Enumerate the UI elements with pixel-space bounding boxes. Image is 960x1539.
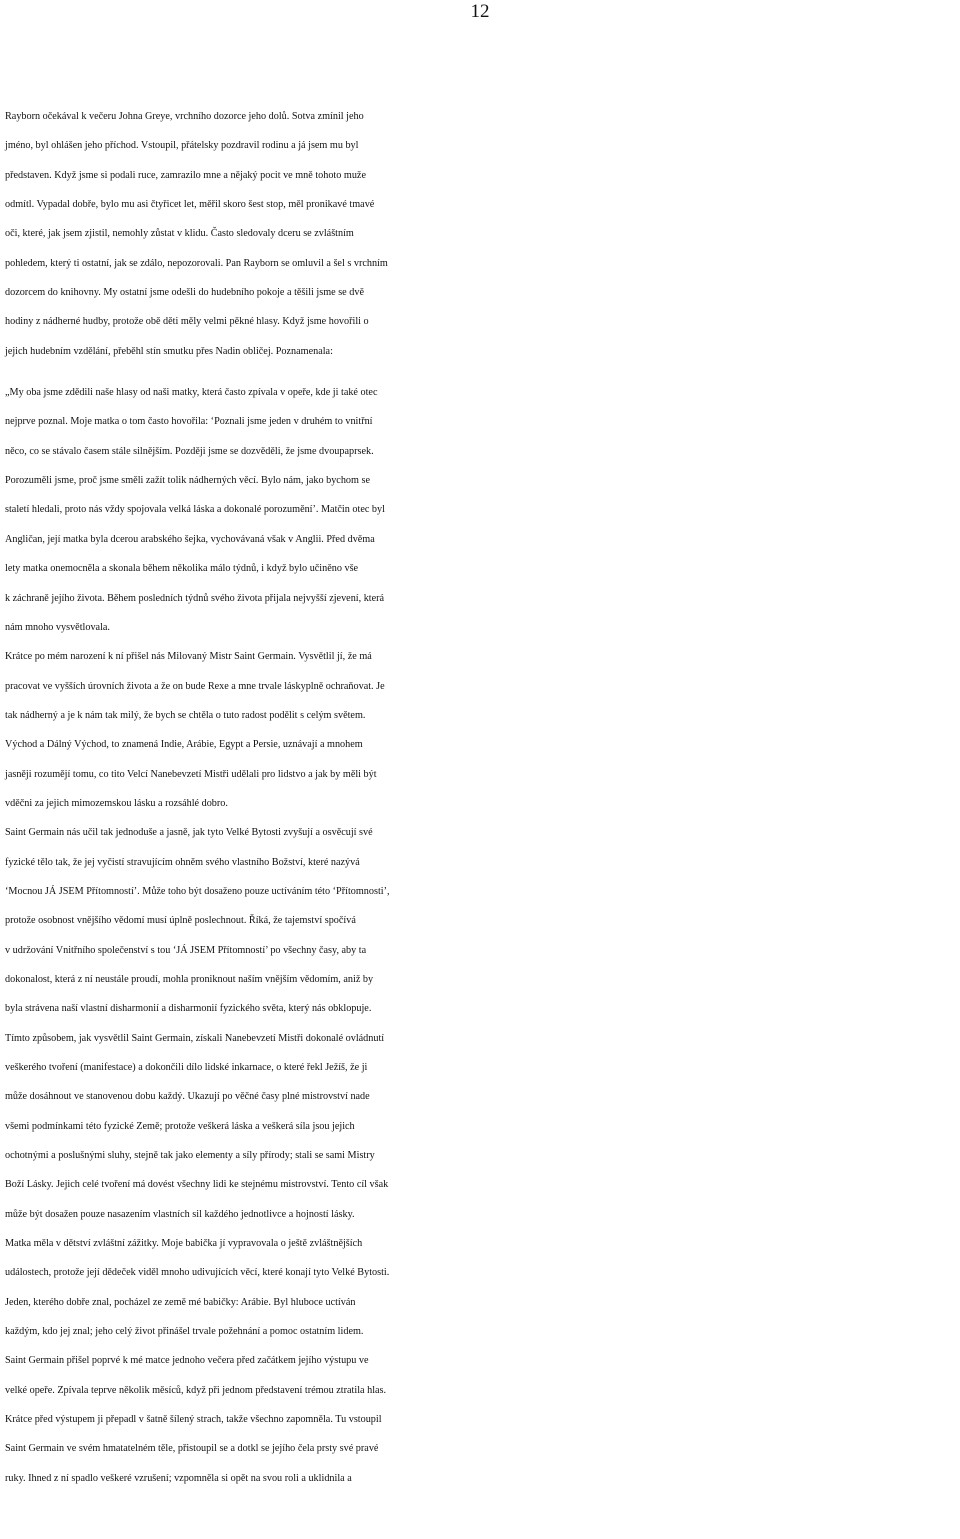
text-line: hodiny z nádherné hudby, protože obě děti měly velmi pěkné hlasy. Když jsme hovořili o (5, 316, 369, 328)
text-line: Porozuměli jsme, proč jsme směli zažít tolik nádherných věcí. Bylo nám, jako bychom se (5, 475, 370, 487)
text-line: v udržování Vnitřního společenství s tou ‘JÁ JSEM Přítomností’ po všechny časy, aby ta (5, 944, 367, 956)
text-line: lety matka onemocněla a skonala během několika málo týdnů, i když bylo učiněno vše (5, 563, 359, 575)
text-line: ochotnými a poslušnými sluhy, stejně tak jako elementy a síly přírody; stali se sami Mistry (5, 1150, 375, 1162)
text-line: může být dosažen pouze nasazením vlastních sil každého jednotlivce a hojností lásky. (5, 1208, 355, 1220)
text-line: Saint Germain přišel poprvé k mé matce jednoho večera před začátkem jejího výstupu ve (5, 1355, 369, 1367)
text-line: staletí hledali, proto nás vždy spojovala velká láska a dokonalé porozumění’. Matčin otec byl (5, 504, 385, 516)
text-line: byla strávena naší vlastní disharmonií a disharmonií fyzického světa, který nás obklopuje. (5, 1003, 372, 1015)
text-line: Boží Lásky. Jejich celé tvoření má dovést všechny lidi ke stejnému mistrovství. Tento cíl však (5, 1179, 389, 1191)
text-line: Východ a Dálný Východ, to znamená Indie, Arábie, Egypt a Persie, uznávají a mnohem (5, 739, 363, 751)
text-line: Krátce po mém narození k ní přišel nás Milovaný Mistr Saint Germain. Vysvětlil jí, že má (5, 651, 372, 663)
text-line: k záchraně jejího života. Během posledních týdnů svého života přijala nejvyšší zjevení, která (5, 592, 385, 604)
text-line: něco, co se stávalo časem stále silnějším. Později jsme se dozvěděli, že jsme dvoupaprsek. (5, 445, 374, 457)
text-line: nejprve poznal. Moje matka o tom často hovořila: ‘Poznali jsme jeden v druhém to vnitřní (5, 416, 373, 428)
text-line: jasněji rozumějí tomu, co tito Velcí Nanebevzetí Mistři udělali pro lidstvo a jak by měli být (5, 768, 377, 780)
text-line: oči, které, jak jsem zjistil, nemohly zůstat v klidu. Často sledovaly dceru se zvláštním (5, 228, 354, 240)
text-line: dozorcem do knihovny. My ostatní jsme odešli do hudebního pokoje a těšili jsme se dvě (5, 287, 364, 299)
text-line: jejich hudebním vzdělání, přeběhl stín smutku přes Nadin obličej. Poznamenala: (5, 345, 333, 357)
body-text (5, 102, 957, 1493)
text-line: událostech, protože její dědeček viděl mnoho udivujících věcí, které konají tyto Velké Bytosti. (5, 1267, 390, 1279)
text-line: Saint Germain ve svém hmatatelném těle, přistoupil se a dotkl se jejího čela prsty své pravé (5, 1443, 379, 1455)
text-line: každým, kdo jej znal; jeho celý život přinášel trvale požehnání a pomoc ostatním lidem. (5, 1326, 364, 1338)
text-line: „My oba jsme zdědili naše hlasy od naši matky, která často zpívala v opeře, kde ji také otec (5, 387, 378, 399)
text-line: Matka měla v dětství zvláštní zážitky. Moje babička jí vypravovala o ještě zvláštnějších (5, 1238, 363, 1250)
text-line: dokonalost, která z ní neustále proudí, mohla proniknout naším vnějším vědomím, aniž by (5, 973, 374, 985)
text-line: představen. Když jsme si podali ruce, zamrazilo mne a nějaký pocit ve mně tohoto muže (5, 169, 366, 181)
text-line: nám mnoho vysvětlovala. (5, 621, 110, 633)
page-number: 12 (470, 1, 490, 22)
text-line: odmítl. Vypadal dobře, bylo mu asi čtyřicet let, měřil skoro šest stop, měl pronikavé tmavé (5, 199, 375, 211)
text-line: Krátce před výstupem ji přepadl v šatně šílený strach, takže všechno zapomněla. Tu vstoupil (5, 1414, 382, 1426)
text-line: ruky. Ihned z ní spadlo veškeré vzrušení; vzpomněla si opět na svou roli a uklidnila a (5, 1472, 352, 1484)
text-line: ‘Mocnou JÁ JSEM Přítomností’. Může toho být dosaženo pouze uctíváním této ‘Přítomnosti’, (5, 885, 390, 897)
text-line: všemi podmínkami této fyzické Země; protože veškerá láska a veškerá síla jsou jejich (5, 1120, 355, 1132)
text-line: tak nádherný a je k nám tak milý, že bych se chtěla o tuto radost podělit s celým světem. (5, 709, 366, 721)
text-line: fyzické tělo tak, že jej vyčistí stravujícím ohněm svého vlastního Božství, které nazývá (5, 856, 360, 868)
text-line: pracovat ve vyšších úrovních života a že on bude Rexe a mne trvale láskyplně ochraňovat. Je (5, 680, 385, 692)
text-line: veškerého tvoření (manifestace) a dokončili dílo lidské inkarnace, o které řekl Ježíš, že ji (5, 1062, 368, 1073)
text-line: jméno, byl ohlášen jeho příchod. Vstoupil, přátelsky pozdravil rodinu a já jsem mu byl (5, 140, 359, 152)
text-line: Jeden, kterého dobře znal, pocházel ze země mé babičky: Arábie. Byl hluboce uctíván (5, 1296, 356, 1308)
text-line: pohledem, který ti ostatní, jak se zdálo, nepozorovali. Pan Rayborn se omluvil a šel s vrchním (5, 257, 388, 269)
text-line: protože osobnost vnějšího vědomí musí úplně poslechnout. Říká, že tajemství spočívá (5, 915, 356, 927)
text-line: může dosáhnout ve stanovenou dobu každý. Ukazují po věčné časy plné mistrovství nade (5, 1091, 370, 1103)
text-line: Saint Germain nás učil tak jednoduše a jasně, jak tyto Velké Bytosti zvyšují a osvěcují své (5, 827, 373, 839)
text-line: velké opeře. Zpívala teprve několik měsíců, když při jednom představení trémou ztratila hlas. (5, 1384, 387, 1396)
text-line: vděčni za jejich mimozemskou lásku a rozsáhlé dobro. (5, 797, 228, 809)
text-line: Tímto způsobem, jak vysvětlil Saint Germain, získali Nanebevzetí Mistři dokonalé ovládnutí (5, 1032, 385, 1044)
text-line: Angličan, její matka byla dcerou arabského šejka, vychovávaná však v Anglii. Před dvěma (5, 533, 375, 545)
text-line: Rayborn očekával k večeru Johna Greye, vrchního dozorce jeho dolů. Sotva zmínil jeho (5, 111, 364, 122)
